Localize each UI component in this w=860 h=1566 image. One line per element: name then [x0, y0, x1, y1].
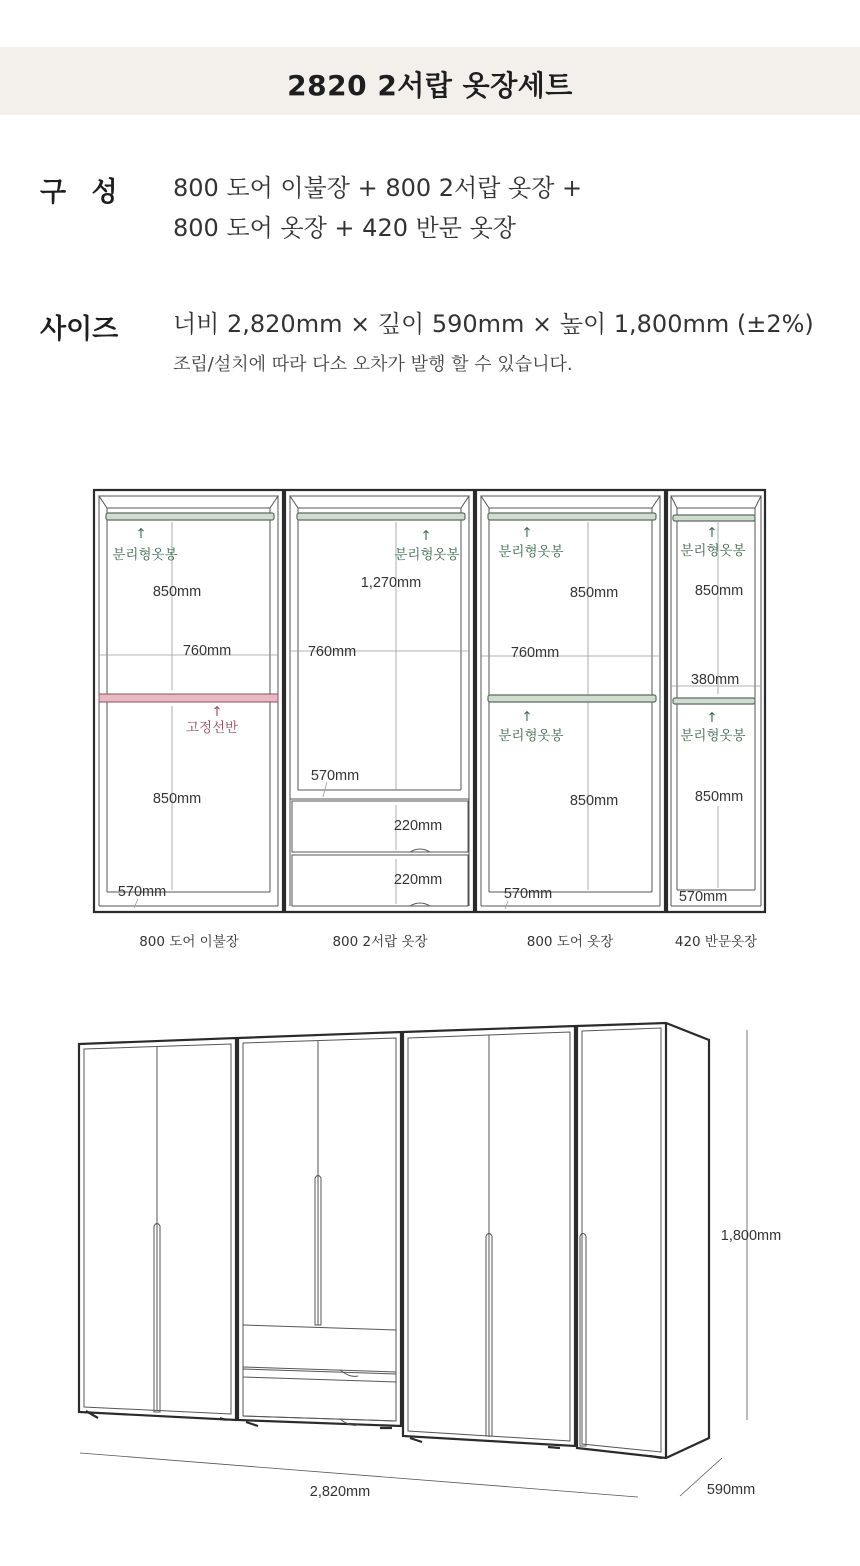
depth-dimension: 590mm: [706, 1482, 756, 1498]
svg-text:850mm: 850mm: [694, 583, 744, 599]
svg-text:760mm: 760mm: [307, 644, 357, 660]
page-title: 2820 2서랍 옷장세트: [287, 69, 573, 102]
fixed-shelf: [99, 694, 278, 702]
unit-name: 800 2서랍 옷장: [332, 934, 428, 950]
svg-text:↑: ↑: [211, 704, 223, 720]
svg-text:1,270mm: 1,270mm: [360, 575, 422, 591]
rod-label: 분리형옷봉: [112, 547, 178, 563]
exterior-unit-1: [79, 1038, 236, 1420]
rod: [106, 513, 274, 520]
rod-label: 분리형옷봉: [498, 728, 564, 744]
unit-blanket-closet: [94, 490, 283, 950]
composition-label: 구 성: [40, 177, 126, 208]
svg-text:380mm: 380mm: [690, 672, 740, 688]
interior-diagram: [0, 470, 860, 990]
unit-half-door-wardrobe: [667, 490, 765, 950]
width-dimension: 2,820mm: [309, 1484, 371, 1500]
rod-label: 분리형옷봉: [680, 728, 746, 744]
svg-text:570mm: 570mm: [678, 889, 728, 905]
svg-text:↑: ↑: [420, 528, 432, 544]
svg-text:850mm: 850mm: [569, 585, 619, 601]
svg-text:↑: ↑: [706, 710, 718, 726]
svg-text:850mm: 850mm: [152, 584, 202, 600]
rod: [488, 695, 656, 702]
svg-text:↑: ↑: [135, 526, 147, 542]
svg-text:850mm: 850mm: [694, 789, 744, 805]
rod-label: 분리형옷봉: [498, 544, 564, 560]
unit-name: 420 반문옷장: [674, 934, 758, 950]
exterior-unit-3: [403, 1026, 575, 1448]
shelf-label: 고정선반: [185, 720, 239, 736]
rod-label: 분리형옷봉: [394, 547, 460, 563]
svg-text:760mm: 760mm: [182, 643, 232, 659]
rod: [673, 515, 755, 521]
rod: [673, 698, 755, 704]
svg-text:850mm: 850mm: [569, 793, 619, 809]
rod: [297, 513, 465, 520]
composition-line-1: 800 도어 이불장 + 800 2서랍 옷장 +: [173, 174, 583, 202]
svg-text:760mm: 760mm: [510, 645, 560, 661]
size-text: 너비 2,820mm × 깊이 590mm × 높이 1,800mm (±2%): [173, 310, 814, 338]
rod-label: 분리형옷봉: [680, 543, 746, 559]
unit-name: 800 도어 이불장: [139, 934, 239, 950]
exterior-unit-4: [577, 1023, 709, 1458]
size-note: 조립/설치에 따라 다소 오차가 발행 할 수 있습니다.: [173, 354, 573, 375]
size-label: 사이즈: [40, 314, 119, 345]
svg-text:↑: ↑: [521, 709, 533, 725]
svg-text:↑: ↑: [706, 525, 718, 541]
svg-text:220mm: 220mm: [393, 872, 443, 888]
height-dimension: 1,800mm: [720, 1228, 782, 1244]
unit-drawer-wardrobe: [285, 490, 474, 950]
title-banner: [0, 47, 860, 115]
exterior-unit-2: [238, 1032, 401, 1428]
composition-line-2: 800 도어 옷장 + 420 반문 옷장: [173, 214, 516, 242]
svg-text:850mm: 850mm: [152, 791, 202, 807]
svg-text:570mm: 570mm: [503, 886, 553, 902]
rod: [488, 513, 656, 520]
unit-name: 800 도어 옷장: [526, 934, 614, 950]
exterior-diagram: [0, 1016, 860, 1546]
unit-door-wardrobe: [476, 490, 665, 950]
svg-text:570mm: 570mm: [310, 768, 360, 784]
svg-text:570mm: 570mm: [117, 884, 167, 900]
svg-text:↑: ↑: [521, 525, 533, 541]
svg-text:220mm: 220mm: [393, 818, 443, 834]
